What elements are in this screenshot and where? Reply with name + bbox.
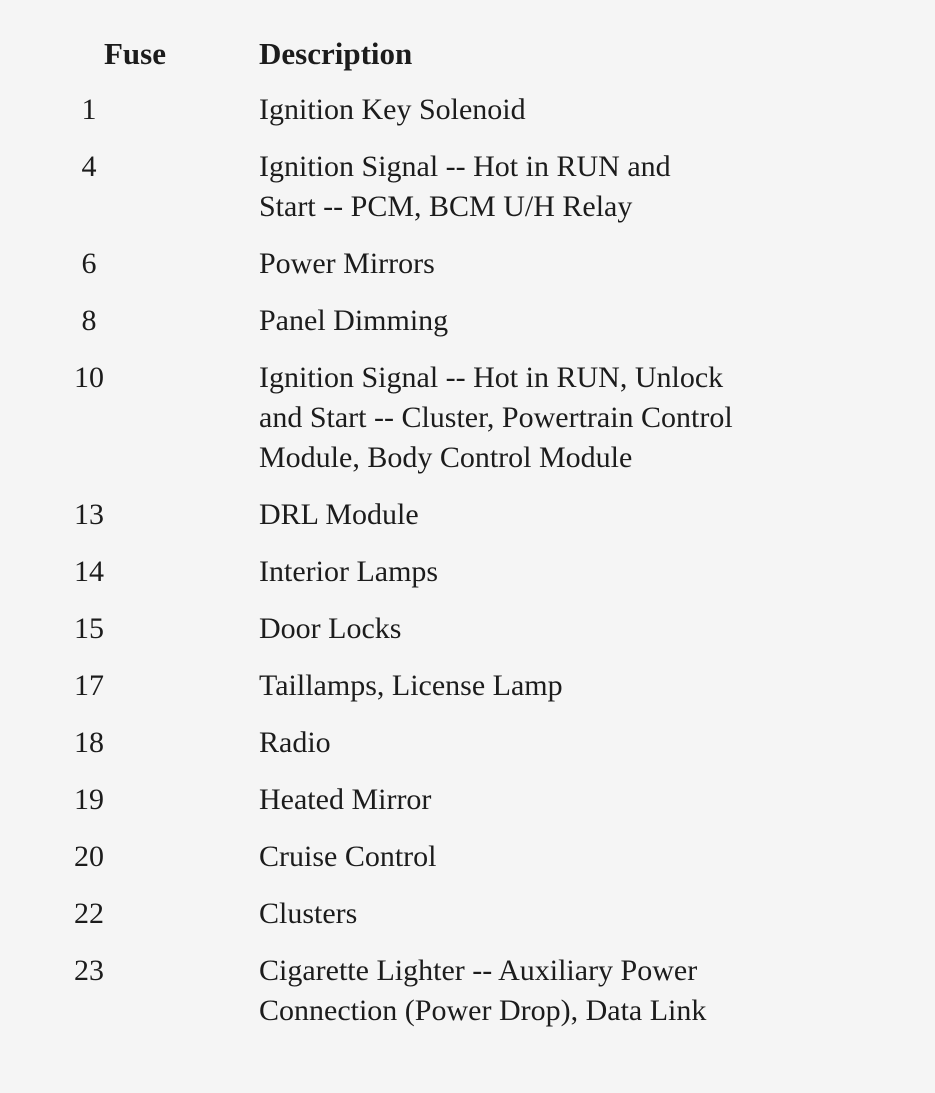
description-line: Cruise Control (259, 840, 437, 873)
description-line: Radio (259, 726, 331, 759)
table-row (0, 609, 935, 649)
fuse-description (259, 301, 859, 341)
fuse-description (259, 723, 859, 763)
table-row (0, 90, 935, 130)
table-row (0, 147, 935, 227)
fuse-number-text: 1 (81, 93, 97, 126)
description-line: Power Mirrors (259, 247, 435, 280)
description-line: DRL Module (259, 498, 419, 531)
table-row (0, 780, 935, 820)
table-row (0, 495, 935, 535)
fuse-number-text: 17 (74, 669, 104, 702)
table-header (0, 36, 935, 76)
description-line: Panel Dimming (259, 304, 449, 337)
table-row (0, 951, 935, 1031)
fuse-description (259, 495, 859, 535)
header-fuse: Fuse (104, 36, 166, 71)
fuse-number (0, 951, 178, 991)
fuse-number-text: 22 (74, 897, 104, 930)
table-row (0, 666, 935, 706)
fuse-description (259, 609, 859, 649)
fuse-description (259, 147, 859, 227)
fuse-number-text: 15 (74, 612, 104, 645)
table-row (0, 837, 935, 877)
table-row (0, 301, 935, 341)
fuse-description (259, 894, 859, 934)
fuse-number (0, 90, 178, 130)
fuse-number-text: 8 (81, 304, 97, 337)
description-line: Heated Mirror (259, 783, 432, 816)
table-row (0, 723, 935, 763)
fuse-number (0, 244, 178, 284)
description-line: Module, Body Control Module (259, 441, 633, 474)
fuse-number-text: 6 (81, 247, 97, 280)
fuse-description (259, 90, 859, 130)
fuse-number (0, 552, 178, 592)
fuse-number (0, 780, 178, 820)
fuse-number (0, 147, 178, 187)
description-line: Start -- PCM, BCM U/H Relay (259, 190, 633, 223)
table-body (0, 90, 935, 1048)
fuse-description (259, 358, 859, 478)
fuse-description (259, 244, 859, 284)
table-row (0, 552, 935, 592)
description-line: Taillamps, License Lamp (259, 669, 563, 702)
fuse-number-text: 10 (74, 361, 104, 394)
fuse-number (0, 894, 178, 934)
fuse-description (259, 780, 859, 820)
fuse-description (259, 837, 859, 877)
fuse-description (259, 951, 859, 1031)
fuse-number-text: 4 (81, 150, 97, 183)
fuse-number (0, 837, 178, 877)
description-line: Ignition Key Solenoid (259, 93, 526, 126)
description-line: Clusters (259, 897, 358, 930)
fuse-number-text: 19 (74, 783, 104, 816)
fuse-number-text: 14 (74, 555, 104, 588)
description-line: and Start -- Cluster, Powertrain Control (259, 401, 733, 434)
fuse-number (0, 723, 178, 763)
fuse-number (0, 666, 178, 706)
header-description: Description (259, 36, 413, 71)
fuse-description (259, 552, 859, 592)
fuse-description (259, 666, 859, 706)
fuse-number-text: 13 (74, 498, 104, 531)
fuse-number (0, 301, 178, 341)
description-line: Ignition Signal -- Hot in RUN and (259, 150, 671, 183)
description-line: Ignition Signal -- Hot in RUN, Unlock (259, 361, 724, 394)
description-line: Connection (Power Drop), Data Link (259, 994, 707, 1027)
fuse-number (0, 495, 178, 535)
description-line: Door Locks (259, 612, 402, 645)
fuse-number-text: 23 (74, 954, 104, 987)
fuse-number (0, 358, 178, 398)
table-row (0, 358, 935, 478)
description-line: Interior Lamps (259, 555, 439, 588)
description-line: Cigarette Lighter -- Auxiliary Power (259, 954, 698, 987)
table-row (0, 894, 935, 934)
fuse-number (0, 609, 178, 649)
fuse-number-text: 20 (74, 840, 104, 873)
fuse-number-text: 18 (74, 726, 104, 759)
table-row (0, 244, 935, 284)
